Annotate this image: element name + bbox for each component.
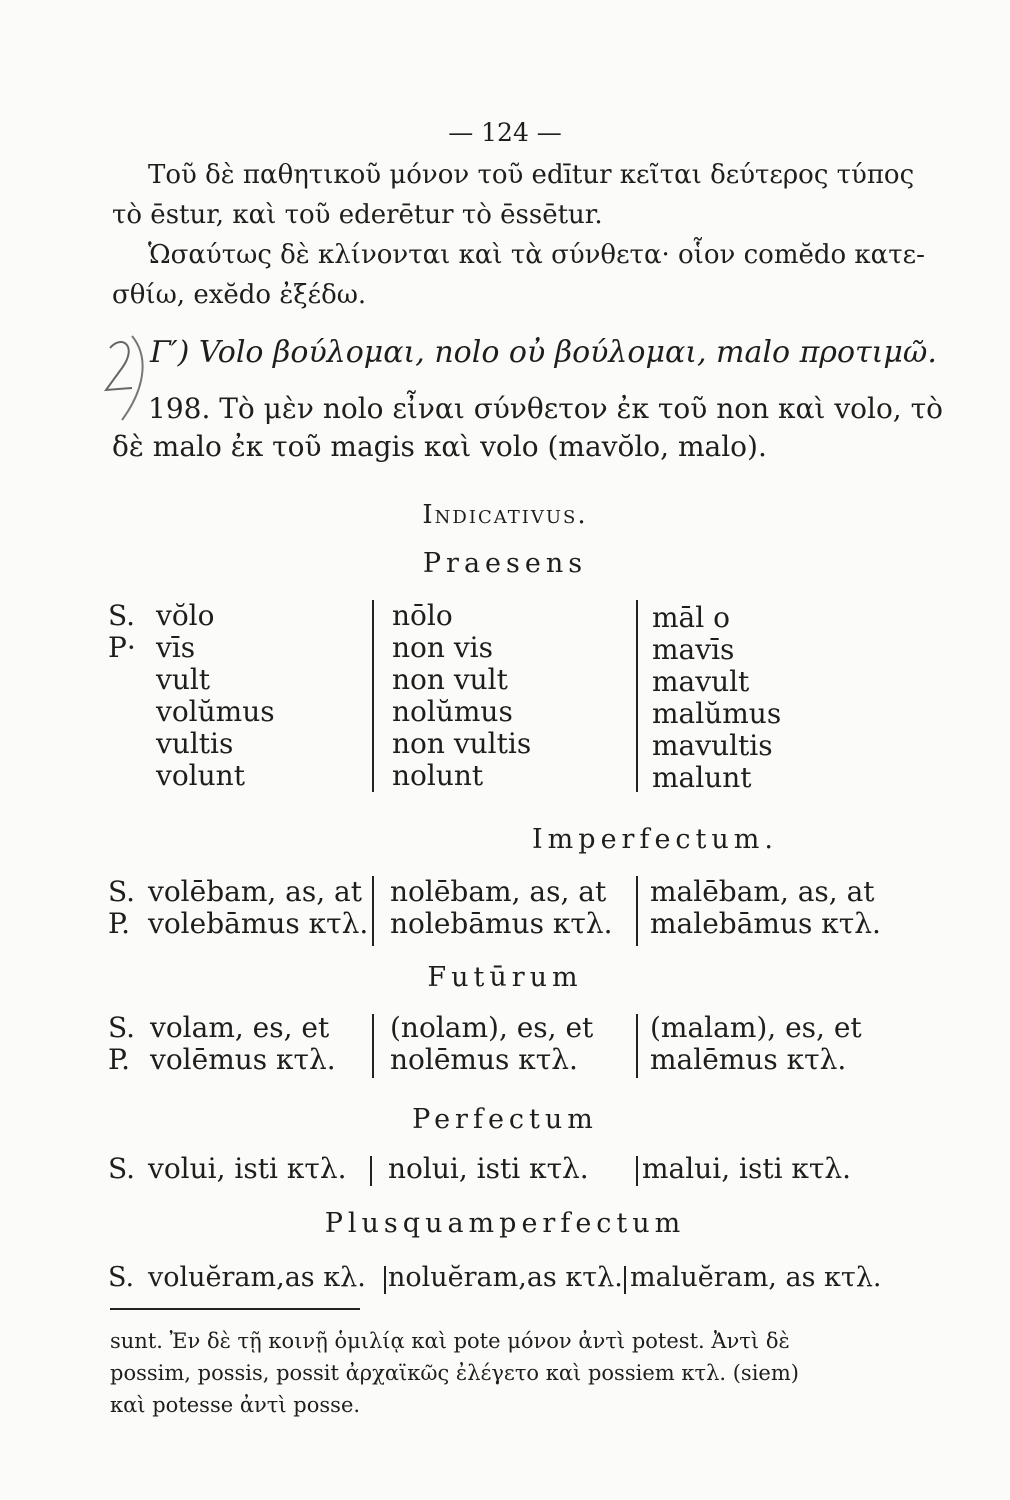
futurum-labels [108,1012,135,1076]
form-cell: volēmus κτλ. [150,1043,336,1076]
column-divider [370,1156,372,1186]
page-number: — 124 — [448,118,562,147]
form-cell: mavult [652,665,750,698]
form-cell: volŭmus [156,695,275,728]
form-cell: malunt [652,761,752,794]
form-cell: nōlo [392,599,453,632]
form-cell: malēbam, as, at [650,875,875,908]
paragraph-line-4: σθίω, exĕdo ἐξέδω. [112,280,367,310]
form-cell: malŭmus [652,697,782,730]
form-cell: vŏlo [156,599,215,632]
footnote-line-2: possim, possis, possit ἀρχαϊκῶς ἐλέγετο καὶ possiem κτλ. (siem) [110,1361,799,1385]
perfectum-malo: malui, isti κτλ. [642,1152,852,1185]
column-divider [372,876,374,946]
column-divider [372,600,374,792]
form-cell: vult [156,663,211,696]
form-cell: māl o [652,601,730,634]
futurum-volo-column [150,1012,336,1076]
praesens-nolo-column [392,600,531,792]
column-divider [636,1014,638,1078]
form-cell: nolēmus κτλ. [390,1043,578,1076]
praesens-heading: Praesens [422,548,588,579]
imperfectum-label: S. [108,875,136,908]
column-divider [636,876,638,946]
praesens-malo-column [652,602,781,794]
footnote-rule [110,1308,360,1310]
perfectum-nolo: nolui, isti κτλ. [388,1152,589,1185]
imperfectum-labels [108,876,135,940]
column-divider [636,1156,638,1186]
footnote-line-3: καὶ potesse ἀντὶ posse. [110,1393,361,1417]
futurum-nolo-column [390,1012,593,1076]
column-divider [372,1014,374,1078]
form-cell: non vult [392,663,508,696]
form-cell: malebāmus κτλ. [650,907,881,940]
form-cell: (nolam), es, et [390,1011,594,1044]
plusquamperfectum-volo: voluĕram,as κλ. [148,1262,366,1293]
form-cell: malēmus κτλ. [650,1043,847,1076]
plusquamperfectum-malo: maluĕram, as κτλ. [630,1262,882,1293]
footnote-line-1: sunt. Ἐν δὲ τῇ κοινῇ ὁμιλίᾳ καὶ pote μόνον ἀντὶ potest. Ἀντὶ δὲ [110,1329,790,1353]
form-cell: (malam), es, et [650,1011,862,1044]
futurum-heading: Futūrum [427,962,583,993]
form-cell: volēbam, as, at [148,875,362,908]
perfectum-label: S. [108,1152,136,1185]
plusquamperfectum-label: S. [108,1262,135,1293]
mood-heading: Indicativus. [422,500,588,530]
section-198-line-1: 198. Τὸ μὲν nolo εἶναι σύνθετον ἐκ τοῦ non καὶ volo, τὸ [148,392,943,425]
column-divider [624,1266,626,1294]
column-divider [636,600,638,792]
imperfectum-label: P. [108,907,131,940]
imperfectum-nolo-column [390,876,613,940]
column-divider [384,1266,386,1294]
imperfectum-malo-column [650,876,881,940]
form-cell: non vis [392,631,493,664]
section-198-line-2: δὲ malo ἐκ τοῦ magis καὶ volo (mavŏlo, malo). [112,430,767,463]
praesens-volo-column [156,600,275,792]
form-cell: non vultis [392,727,532,760]
futurum-label: S. [108,1011,136,1044]
form-cell: vīs [156,631,196,664]
paragraph-line-1: Τοῦ δὲ παθητικοῦ μόνον τοῦ edītur κεῖται δεύτερος τύπος [148,160,915,190]
form-cell: nolunt [392,759,484,792]
form-cell: volebāmus κτλ. [148,907,369,940]
praesens-labels [108,600,136,664]
plusquamperfectum-nolo: noluĕram,as κτλ. [388,1262,623,1293]
praesens-label: S. [108,599,136,632]
imperfectum-heading: Imperfectum. [532,824,778,855]
perfectum-heading: Perfectum [412,1104,598,1135]
form-cell: nolēbam, as, at [390,875,607,908]
futurum-label: P. [108,1043,131,1076]
plusquamperfectum-heading: Plusquamperfectum [324,1208,686,1239]
form-cell: nolŭmus [392,695,513,728]
futurum-malo-column [650,1012,862,1076]
perfectum-volo: volui, isti κτλ. [148,1152,347,1185]
paragraph-line-3: Ὡσαύτως δὲ κλίνονται καὶ τὰ σύνθετα· οἷον comĕdo κατε- [148,240,925,270]
handwritten-margin-mark [92,328,152,432]
form-cell: mavīs [652,633,735,666]
form-cell: volunt [156,759,245,792]
form-cell: nolebāmus κτλ. [390,907,613,940]
form-cell: mavultis [652,729,773,762]
praesens-label: P· [108,631,136,664]
paragraph-line-2: τὸ ēstur, καὶ τοῦ ederētur τὸ ēssētur. [112,200,603,230]
form-cell: vultis [156,727,234,760]
section-heading: Γ′) Volo βούλομαι, nolo οὐ βούλομαι, malo προτιμῶ. [150,335,937,370]
form-cell: volam, es, et [150,1011,330,1044]
imperfectum-volo-column [148,876,368,940]
